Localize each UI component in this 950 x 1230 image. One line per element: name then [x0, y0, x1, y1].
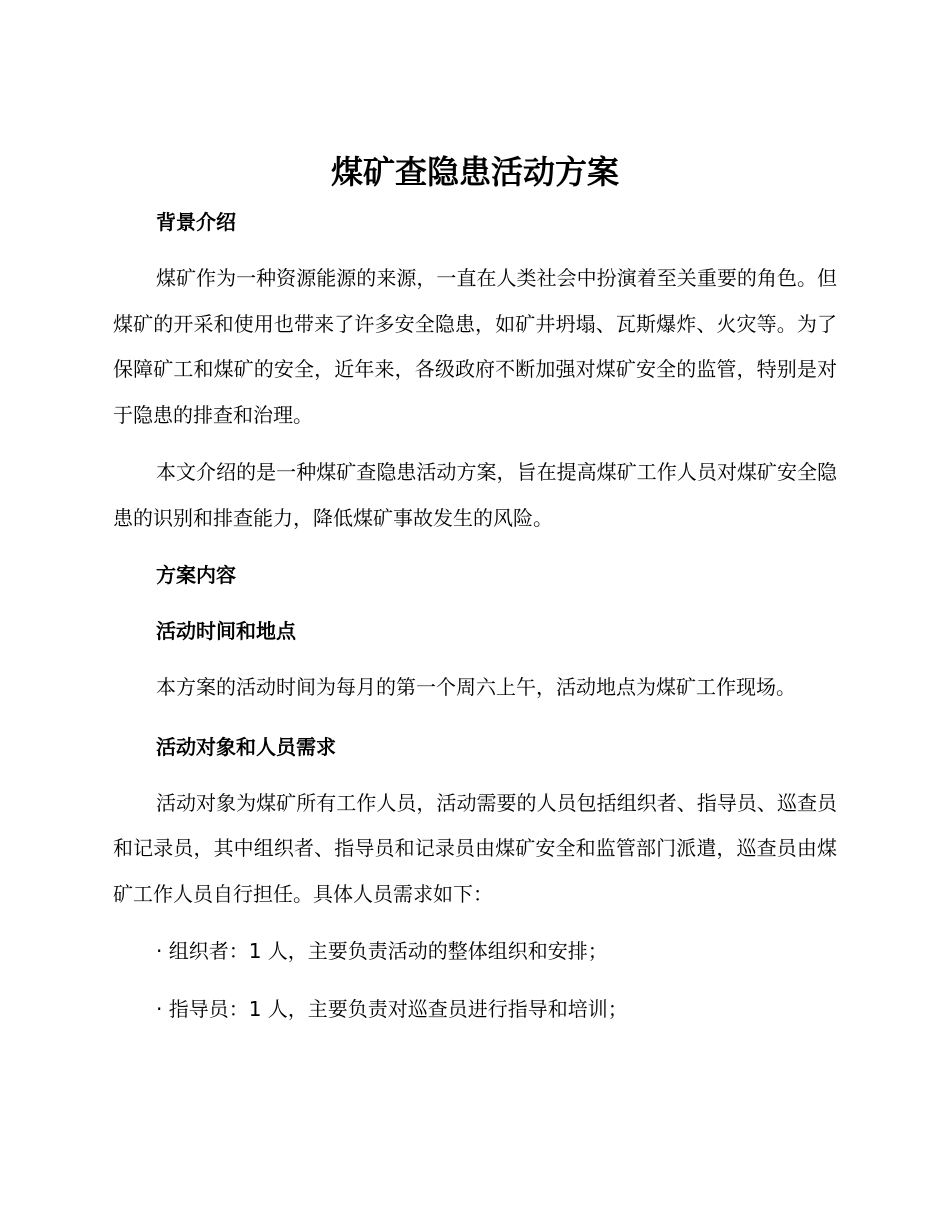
paragraph-background-1: 煤矿作为一种资源能源的来源，一直在人类社会中扮演着至关重要的角色。但煤矿的开采和使用也带来了许多安全隐患，如矿井坍塌、瓦斯爆炸、火灾等。为了保障矿工和煤矿的安全，近年来，各级政府不断加强对煤矿安全的监管，特别是对于隐患的排查和治理。: [113, 266, 837, 427]
list-item-instructor: · 指导员：1 人，主要负责对巡查员进行指导和培训；: [156, 996, 628, 1021]
section-heading-time-place: 活动时间和地点: [156, 619, 296, 643]
section-heading-target: 活动对象和人员需求: [156, 734, 336, 759]
section-heading-plan: 方案内容: [156, 563, 236, 587]
paragraph-target: 活动对象为煤矿所有工作人员，活动需要的人员包括组织者、指导员、巡查员和记录员，其中组织者、指导员和记录员由煤矿安全和监管部门派遣，巡查员由煤矿工作人员自行担任。具体人员需求如下：: [113, 790, 837, 906]
paragraph-time-place: 本方案的活动时间为每月的第一个周六上午，活动地点为煤矿工作现场。: [156, 675, 796, 699]
paragraph-background-2: 本文介绍的是一种煤矿查隐患活动方案，旨在提高煤矿工作人员对煤矿安全隐患的识别和排查能力，降低煤矿事故发生的风险。: [113, 460, 837, 530]
document-title: 煤矿查隐患活动方案: [330, 153, 619, 191]
document-body: [113, 200, 837, 1032]
list-item-organizer: · 组织者：1 人，主要负责活动的整体组织和安排；: [156, 939, 608, 963]
section-heading-background: 背景介绍: [156, 210, 236, 234]
